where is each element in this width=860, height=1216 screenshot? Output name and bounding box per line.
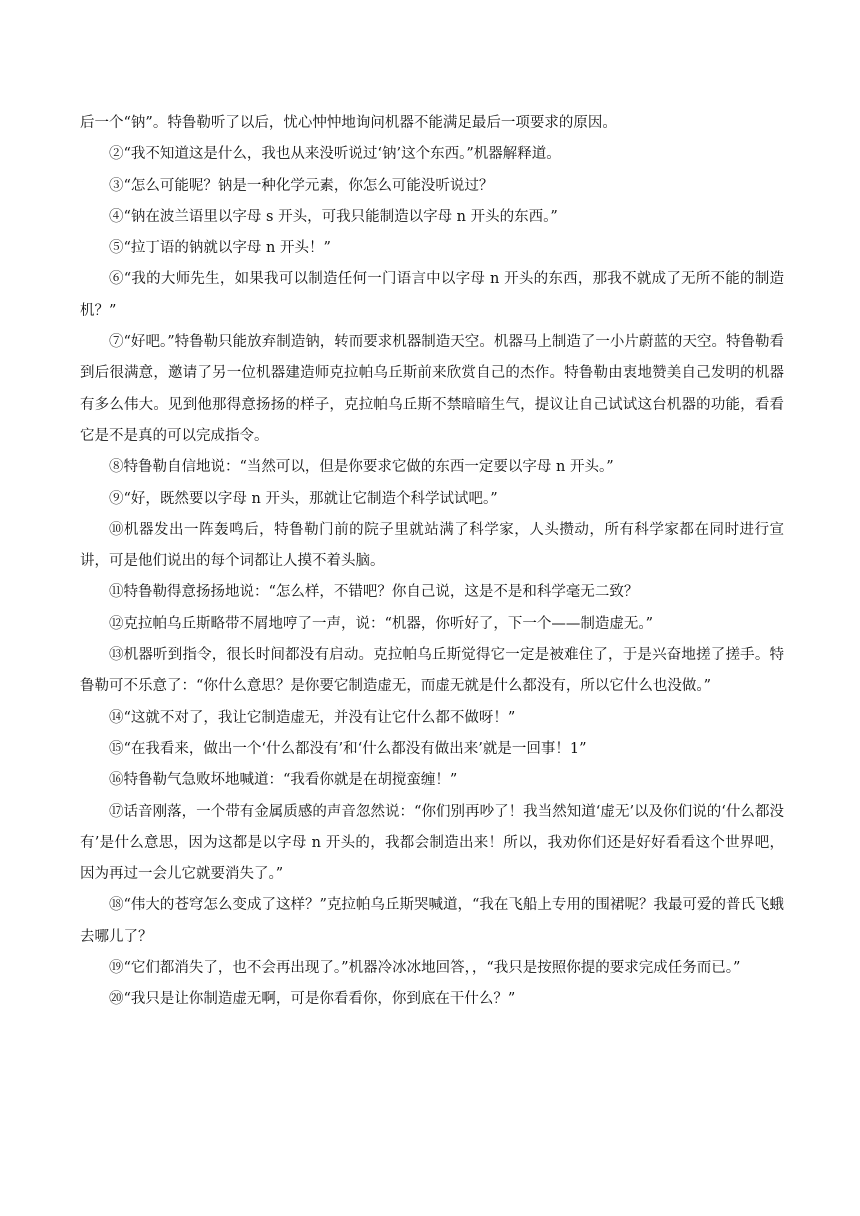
paragraph-3: ③“怎么可能呢？钠是一种化学元素，你怎么可能没听说过？ xyxy=(109,177,494,194)
paragraph-17: ⑰话音刚落，一个带有金属质感的声音忽然说：“你们别再吵了！我当然知道‘虚无’以及你们说的‘什么都没有’是什么意思，因为这都是以字母 n 开头的，我都会制造出来！所以，我劝你们还是好好看看这个世界吧，因为再过一会儿它就要消失了。” xyxy=(80,803,784,883)
paragraph-8: ⑧特鲁勒自信地说：“当然可以，但是你要求它做的东西一定要以字母 n 开头。” xyxy=(109,459,614,476)
paragraph-6: ⑥“我的大师先生，如果我可以制造任何一门语言中以字母 n 开头的东西，那我不就成了无所不能的制造机？” xyxy=(80,271,784,319)
paragraph-7: ⑦“好吧。”特鲁勒只能放弃制造钠，转而要求机器制造天空。机器马上制造了一小片蔚蓝的天空。特鲁勒看到后很满意，邀请了另一位机器建造师克拉帕乌丘斯前来欣赏自己的杰作。特鲁勒由衷地赞美自己发明的机器有多么伟大。见到他那得意扬扬的样子，克拉帕乌丘斯不禁暗暗生气，提议让自己试试这台机器的功能，看看它是不是真的可以完成指令。 xyxy=(80,334,784,444)
paragraph-2: ②“我不知道这是什么，我也从来没听说过‘钠’这个东西。”机器解释道。 xyxy=(109,146,561,163)
paragraph-9: ⑨“好，既然要以字母 n 开头，那就让它制造个科学试试吧。” xyxy=(109,490,498,507)
paragraph-12: ⑫克拉帕乌丘斯略带不屑地哼了一声，说：“机器，你听好了，下一个——制造虚无。” xyxy=(109,615,654,632)
article-body xyxy=(80,108,784,1016)
paragraph-11: ⑪特鲁勒得意扬扬地说：“怎么样，不错吧？你自己说，这是不是和科学毫无二致？ xyxy=(109,584,639,601)
paragraph-5: ⑤“拉丁语的钠就以字母 n 开头！” xyxy=(109,240,331,257)
paragraph-13: ⑬机器听到指令，很长时间都没有启动。克拉帕乌丘斯觉得它一定是被难住了，于是兴奋地搓了搓手。特鲁勒可不乐意了：“你什么意思？是你要它制造虚无，而虚无就是什么都没有，所以它什么也没做。” xyxy=(80,647,784,695)
paragraph-20: ⑳“我只是让你制造虚无啊，可是你看看你，你到底在干什么？” xyxy=(109,991,516,1008)
paragraph-16: ⑯特鲁勒气急败坏地喊道：“我看你就是在胡搅蛮缠！” xyxy=(109,772,458,789)
paragraph-19: ⑲“它们都消失了，也不会再出现了。”机器冷冰冰地回答，，“我只是按照你提的要求完成任务而已。” xyxy=(109,960,741,977)
paragraph-1: 后一个“钠”。特鲁勒听了以后，忧心忡忡地询问机器不能满足最后一项要求的原因。 xyxy=(80,115,617,131)
paragraph-4: ④“钠在波兰语里以字母 s 开头，可我只能制造以字母 n 开头的东西。” xyxy=(109,208,558,225)
paragraph-10: ⑩机器发出一阵轰鸣后，特鲁勒门前的院子里就站满了科学家，人头攒动，所有科学家都在同时进行宣讲，可是他们说出的每个词都让人摸不着头脑。 xyxy=(80,521,784,570)
paragraph-14: ⑭“这就不对了，我让它制造虚无，并没有让它什么都不做呀！” xyxy=(109,709,516,726)
paragraph-18: ⑱“伟大的苍穹怎么变成了这样？”克拉帕乌丘斯哭喊道，“我在飞船上专用的围裙呢？我最可爱的普氏飞蛾去哪儿了？ xyxy=(80,897,784,945)
paragraph-15: ⑮“在我看来，做出一个‘什么都没有’和‘什么都没有做出来’就是一回事！1” xyxy=(109,740,587,757)
